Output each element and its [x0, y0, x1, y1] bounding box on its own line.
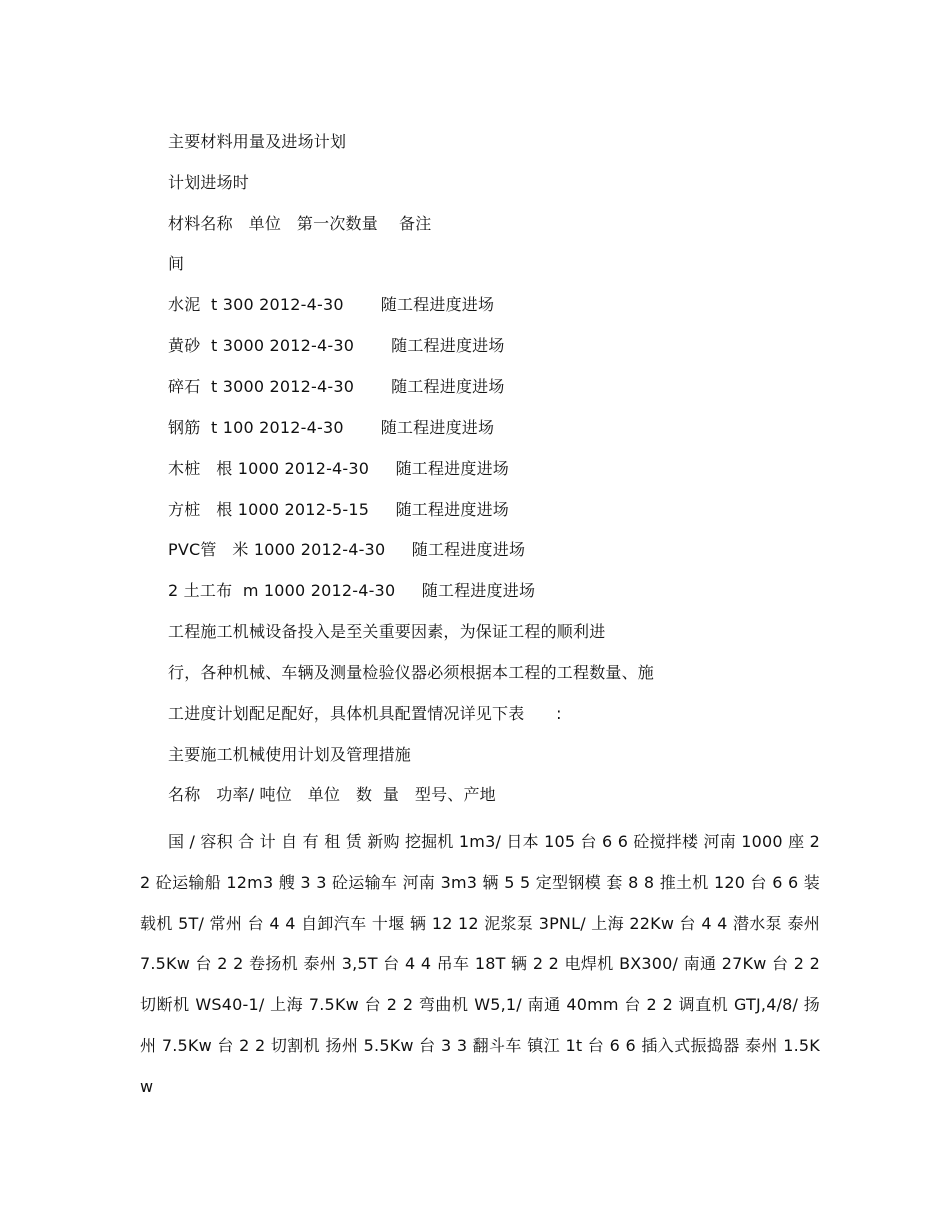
- doc-material-row: PVC管 米 1000 2012-4-30 随工程进度进场: [168, 540, 526, 559]
- doc-body-line: 行，各种机械、车辆及测量检验仪器必须根据本工程的工程数量、施: [168, 663, 655, 682]
- doc-heading-machinery: 主要施工机械使用计划及管理措施: [168, 745, 412, 764]
- doc-line: 间: [168, 254, 185, 273]
- doc-table-header: 材料名称 单位 第一次数量 备注: [168, 214, 432, 233]
- doc-machinery-header: 名称 功率/ 吨位 单位 数 量 型号、产地: [168, 785, 496, 804]
- doc-material-row: 方桩 根 1000 2012-5-15 随工程进度进场: [168, 500, 509, 519]
- doc-machinery-paragraph: 国 / 容积 合 计 自 有 租 赁 新购 挖掘机 1m3/ 日本 105 台 6 6 砼搅拌楼 河南 1000 座 2 2 砼运输船 12m3 艘 3 3 砼运输车 河南 3m3 辆 5 5 定型钢模 套 8 8 推土机 120 台 6 6 装载机 5T/ 常州 台 4 4 自卸汽车 十堰 辆 12 12 泥浆泵 3PNL/ 上海 22Kw 台 4 4 潜水泵 泰州 7.5Kw 台 2 2 卷扬机 泰州 3,5T 台 4 4 吊车 18T 辆 2 2 电焊机 BX300/ 南通 27Kw 台 2 2 切断机 WS40-1/ 上海 7.5Kw 台 2 2 弯曲机 W5,1/ 南通 40mm 台 2 2 调直机 GTJ,4/8/ 扬州 7.5Kw 台 2 2 切割机 扬州 5.5Kw 台 3 3 翻斗车 镇江 1t 台 6 6 插入式振捣器 泰州 1.5Kw: [140, 832, 820, 1096]
- doc-material-row: 碎石 t 3000 2012-4-30 随工程进度进场: [168, 377, 505, 396]
- doc-material-row: 钢筋 t 100 2012-4-30 随工程进度进场: [168, 418, 495, 437]
- doc-body-line: 工程施工机械设备投入是至关重要因素，为保证工程的顺利进: [168, 622, 606, 641]
- doc-material-row: 2 土工布 m 1000 2012-4-30 随工程进度进场: [168, 581, 536, 600]
- doc-material-row: 木桩 根 1000 2012-4-30 随工程进度进场: [168, 459, 509, 478]
- doc-material-row: 水泥 t 300 2012-4-30 随工程进度进场: [168, 295, 495, 314]
- doc-heading-materials: 主要材料用量及进场计划: [168, 132, 347, 151]
- doc-material-row: 黄砂 t 3000 2012-4-30 随工程进度进场: [168, 336, 505, 355]
- doc-body-line: 工进度计划配足配好，具体机具配置情况详见下表 :: [168, 704, 562, 723]
- doc-line: 计划进场时: [168, 173, 250, 192]
